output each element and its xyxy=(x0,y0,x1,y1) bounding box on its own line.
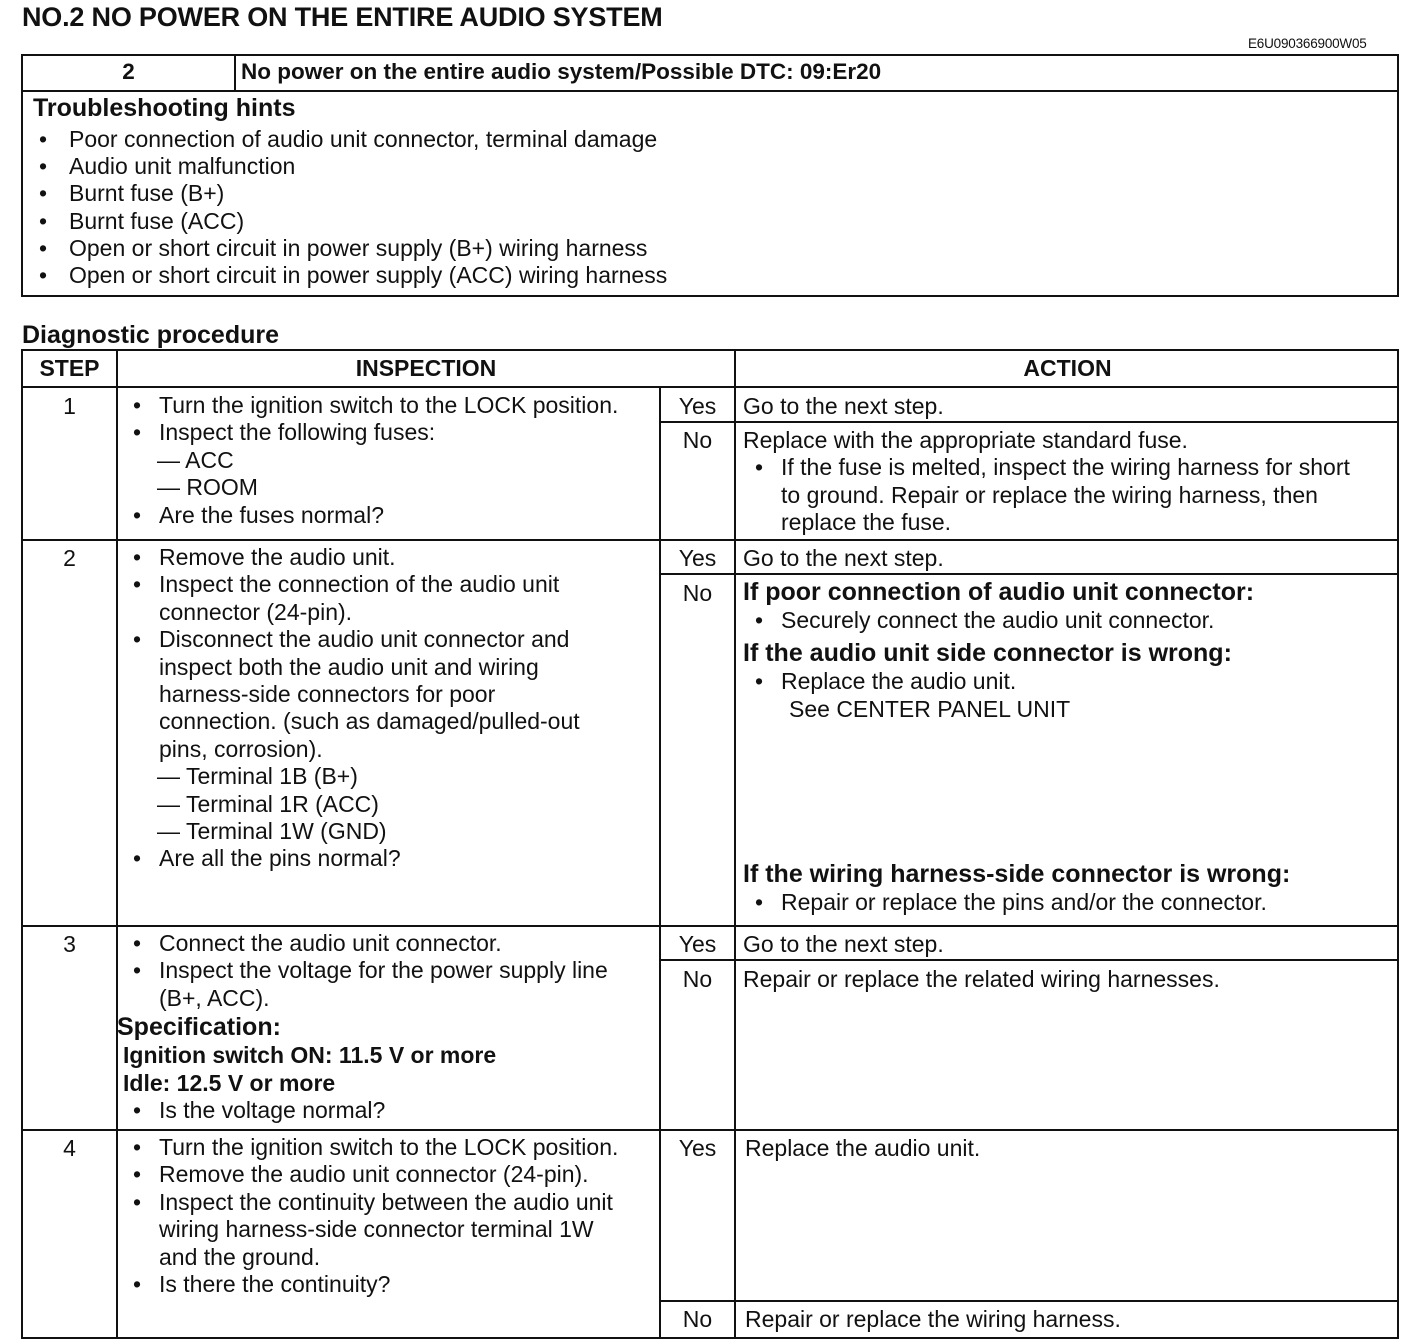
step-inspection xyxy=(129,392,659,529)
specification-value: Idle: 12.5 V or more xyxy=(123,1069,336,1096)
hint-item: • Audio unit malfunction xyxy=(39,153,667,180)
inspection-bullet: • Is the voltage normal? xyxy=(129,1097,659,1124)
step-number: 1 xyxy=(63,393,76,419)
inspection-line: pins, corrosion). xyxy=(159,735,323,762)
hint-item: • Open or short circuit in power supply (ACC) wiring harness xyxy=(39,262,667,289)
divider xyxy=(659,421,1397,423)
no-action xyxy=(743,577,1397,723)
hint-item: • Open or short circuit in power supply (B+) wiring harness xyxy=(39,235,667,262)
divider xyxy=(23,90,1397,92)
hint-item: • Burnt fuse (B+) xyxy=(39,180,667,207)
no-action xyxy=(743,427,1397,537)
action-line: replace the fuse. xyxy=(781,509,952,536)
inspection-line: harness-side connectors for poor xyxy=(159,681,496,708)
yes-label: Yes xyxy=(678,393,717,419)
no-label: No xyxy=(682,427,713,453)
divider xyxy=(659,1300,1397,1302)
inspection-subitem: — ROOM xyxy=(157,474,258,501)
inspection-bullet: • Inspect the voltage for the power supply line xyxy=(129,957,659,984)
inspection-bullet: • Inspect the connection of the audio unit xyxy=(129,571,659,598)
yes-label: Yes xyxy=(678,545,717,571)
column-header-step: STEP xyxy=(39,355,100,381)
inspection-bullet: • Are all the pins normal? xyxy=(129,845,659,872)
specification-value: Ignition switch ON: 11.5 V or more xyxy=(123,1042,497,1069)
hints-heading: Troubleshooting hints xyxy=(33,94,296,122)
row-divider xyxy=(23,539,1397,541)
action-line: to ground. Repair or replace the wiring harness, then xyxy=(781,481,1318,508)
inspection-bullet: • Inspect the continuity between the audio unit xyxy=(129,1189,659,1216)
no-label: No xyxy=(682,580,713,606)
inspection-bullet: • Are the fuses normal? xyxy=(129,502,659,529)
inspection-subitem: — Terminal 1R (ACC) xyxy=(157,790,379,817)
inspection-line: (B+, ACC). xyxy=(159,984,270,1011)
row-divider xyxy=(23,1129,1397,1131)
action-bullet: • Replace the audio unit. xyxy=(743,668,1397,695)
action-bullet: • Repair or replace the pins and/or the connector. xyxy=(743,889,1397,916)
divider xyxy=(659,387,661,1337)
action-line: Replace with the appropriate standard fuse. xyxy=(743,427,1188,453)
step-inspection xyxy=(129,1134,659,1298)
yes-action: Replace the audio unit. xyxy=(745,1135,981,1161)
hints-list xyxy=(39,126,667,289)
step-number: 3 xyxy=(63,931,76,957)
specification-heading: Specification: xyxy=(117,1013,281,1042)
inspection-bullet: • Is there the continuity? xyxy=(129,1271,659,1298)
hint-item: • Burnt fuse (ACC) xyxy=(39,208,667,235)
see-reference-link[interactable]: See CENTER PANEL UNIT xyxy=(789,695,1071,722)
inspection-line: wiring harness-side connector terminal 1W xyxy=(159,1216,594,1243)
inspection-line: connector (24-pin). xyxy=(159,598,353,625)
step-number: 2 xyxy=(63,545,76,571)
divider xyxy=(23,386,1397,388)
no-label: No xyxy=(682,1306,713,1332)
hint-item: • Poor connection of audio unit connector, terminal damage xyxy=(39,126,667,153)
inspection-bullet: • Turn the ignition switch to the LOCK position. xyxy=(129,1134,659,1161)
inspection-bullet: • Connect the audio unit connector. xyxy=(129,930,659,957)
yes-action: Go to the next step. xyxy=(743,545,944,571)
symptom-number: 2 xyxy=(122,59,135,84)
yes-label: Yes xyxy=(678,1135,717,1161)
inspection-line: and the ground. xyxy=(159,1243,321,1270)
column-header-inspection: INSPECTION xyxy=(355,355,497,381)
inspection-subitem: — Terminal 1B (B+) xyxy=(157,763,358,790)
inspection-bullet: • Disconnect the audio unit connector and xyxy=(129,626,659,653)
inspection-bullet: • Remove the audio unit connector (24-pin). xyxy=(129,1161,659,1188)
step-number: 4 xyxy=(63,1135,76,1161)
inspection-bullet: • Turn the ignition switch to the LOCK position. xyxy=(129,392,659,419)
inspection-subitem: — Terminal 1W (GND) xyxy=(157,818,387,845)
page-title: NO.2 NO POWER ON THE ENTIRE AUDIO SYSTEM xyxy=(22,2,663,32)
action-bullet: • Securely connect the audio unit connector. xyxy=(743,607,1397,634)
inspection-bullet: • Remove the audio unit. xyxy=(129,544,659,571)
action-condition: If the wiring harness-side connector is wrong: xyxy=(743,860,1291,888)
yes-action: Go to the next step. xyxy=(743,931,944,957)
action-bullet: • If the fuse is melted, inspect the wiring harness for short xyxy=(743,454,1397,481)
action-condition: If the audio unit side connector is wrong: xyxy=(743,639,1232,668)
no-action: Repair or replace the related wiring harnesses. xyxy=(743,966,1220,992)
divider xyxy=(659,959,1397,961)
divider xyxy=(116,351,118,1337)
inspection-line: connection. (such as damaged/pulled-out xyxy=(159,708,580,735)
inspection-subitem: — ACC xyxy=(157,446,234,473)
divider xyxy=(234,56,236,90)
step-inspection xyxy=(129,544,659,873)
symptom-description: No power on the entire audio system/Possible DTC: 09:Er20 xyxy=(241,59,882,84)
no-action: Repair or replace the wiring harness. xyxy=(745,1306,1121,1332)
step-inspection xyxy=(117,930,659,1124)
action-condition: If poor connection of audio unit connector: xyxy=(743,578,1255,606)
no-label: No xyxy=(682,966,713,992)
procedure-heading: Diagnostic procedure xyxy=(22,321,279,349)
no-action-harness xyxy=(743,859,1397,916)
yes-label: Yes xyxy=(678,931,717,957)
column-header-action: ACTION xyxy=(1023,355,1112,381)
inspection-line: inspect both the audio unit and wiring xyxy=(159,653,539,680)
divider xyxy=(659,573,1397,575)
divider xyxy=(734,351,736,1337)
yes-action: Go to the next step. xyxy=(743,393,944,419)
document-id: E6U090366900W05 xyxy=(1248,36,1367,51)
row-divider xyxy=(23,925,1397,927)
troubleshooting-summary-box xyxy=(21,54,1399,297)
diagnostic-procedure-table xyxy=(21,349,1399,1339)
inspection-bullet: • Inspect the following fuses: xyxy=(129,419,659,446)
